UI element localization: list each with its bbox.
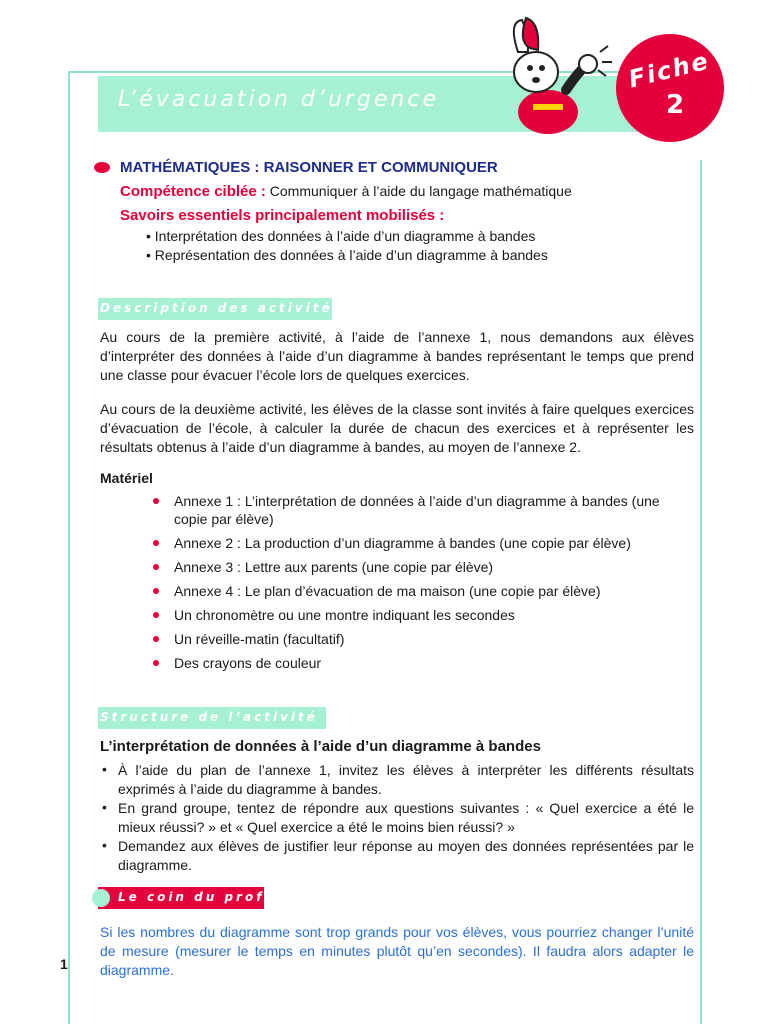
- materiel-item: Un réveille-matin (facultatif): [174, 631, 345, 647]
- materiel-item: Annexe 2 : La production d’un diagramme à bandes (une copie par élève): [174, 535, 631, 551]
- mascot-head: [514, 52, 558, 92]
- mascot-nose: [532, 77, 540, 83]
- mascot-eye-left: [527, 65, 533, 71]
- materiel-bullet-icon: [153, 660, 159, 666]
- mascot-body: [518, 90, 578, 134]
- materiel-bullet-icon: [153, 540, 159, 546]
- page-number: 1: [60, 956, 68, 972]
- materiel-heading: Matériel: [100, 470, 153, 486]
- materiel-bullet-icon: [153, 498, 159, 504]
- mascot-illustration: [478, 12, 618, 136]
- description-paragraph: Au cours de la première activité, à l’aide de l’annexe 1, nous demandons aux élèves d’interpréter des données à l’aide d’un diagramme à bandes représentant le temps que prend une classe pour évacuer l’école lors de quelques exercices.: [100, 329, 694, 383]
- activity-bullet-icon: •: [102, 799, 107, 815]
- mascot-hand: [579, 55, 597, 73]
- subject-bullet-icon: [94, 162, 110, 173]
- subject-title: MATHÉMATIQUES : RAISONNER ET COMMUNIQUER: [120, 159, 498, 176]
- savoir-item: • Représentation des données à l’aide d’un diagramme à bandes: [146, 247, 548, 263]
- materiel-bullet-icon: [153, 636, 159, 642]
- activity-item: Demandez aux élèves de justifier leur réponse au moyen des données représentées par le diagramme.: [118, 838, 694, 873]
- page-title: L’évacuation d’urgence: [118, 87, 440, 112]
- mascot-stripe: [533, 104, 563, 110]
- activity-bullet-icon: •: [102, 837, 107, 853]
- savoir-item: • Interprétation des données à l’aide d’un diagramme à bandes: [146, 228, 536, 244]
- materiel-bullet-icon: [153, 564, 159, 570]
- materiel-item: Annexe 1 : L’interprétation de données à l’aide d’un diagramme à bandes (une copie par élève): [174, 493, 660, 527]
- frame-left-border: [68, 71, 70, 1024]
- activity-bullet-icon: •: [102, 761, 107, 777]
- mascot-motion-lines: [598, 46, 612, 76]
- fiche-number: 2: [666, 90, 685, 120]
- structure-heading: Structure de l’activité 1: [100, 710, 337, 724]
- fiche-label: Fiche: [625, 46, 713, 94]
- mascot-helmet: [523, 18, 538, 50]
- competence-text: Communiquer à l’aide du langage mathématique: [265, 183, 572, 199]
- materiel-bullet-icon: [153, 588, 159, 594]
- competence-label: Compétence ciblée :: [120, 183, 266, 200]
- materiel-item: Annexe 3 : Lettre aux parents (une copie par élève): [174, 559, 494, 575]
- materiel-bullet-icon: [153, 612, 159, 618]
- frame-right-border: [700, 160, 702, 1024]
- materiel-item: Annexe 4 : Le plan d’évacuation de ma maison (une copie par élève): [174, 583, 601, 599]
- materiel-item: Des crayons de couleur: [174, 655, 322, 671]
- activity-item: En grand groupe, tentez de répondre aux questions suivantes : « Quel exercice a été le mieux réussi? » et « Quel exercice a été le moins bien réussi? »: [118, 800, 694, 835]
- activity-title: L’interprétation de données à l’aide d’un diagramme à bandes: [100, 738, 541, 755]
- competence-line: [120, 183, 572, 200]
- prof-bullet-icon: [92, 889, 110, 907]
- description-paragraph: Au cours de la deuxième activité, les élèves de la classe sont invités à faire quelques exercices d’évacuation de l’école, à calculer la durée de chacun des exercices et à représenter les résultats obtenus à l’aide d’un diagramme à bandes, au moyen de l’annexe 2.: [100, 401, 694, 455]
- prof-heading: Le coin du prof: [118, 890, 265, 904]
- description-heading: Description des activités: [100, 301, 343, 315]
- prof-paragraph: Si les nombres du diagramme sont trop grands pour vos élèves, vous pourriez changer l’unité de mesure (mesurer le temps en minutes plutôt qu’en secondes). Il faudra alors adapter le diagramme.: [100, 924, 694, 978]
- activity-item: À l’aide du plan de l’annexe 1, invitez les élèves à interpréter les différents résultats exprimés à l’aide du diagramme à bandes.: [118, 762, 694, 797]
- mascot-eye-right: [539, 65, 545, 71]
- materiel-item: Un chronomètre ou une montre indiquant les secondes: [174, 607, 515, 623]
- savoirs-label: Savoirs essentiels principalement mobilisés :: [120, 207, 445, 224]
